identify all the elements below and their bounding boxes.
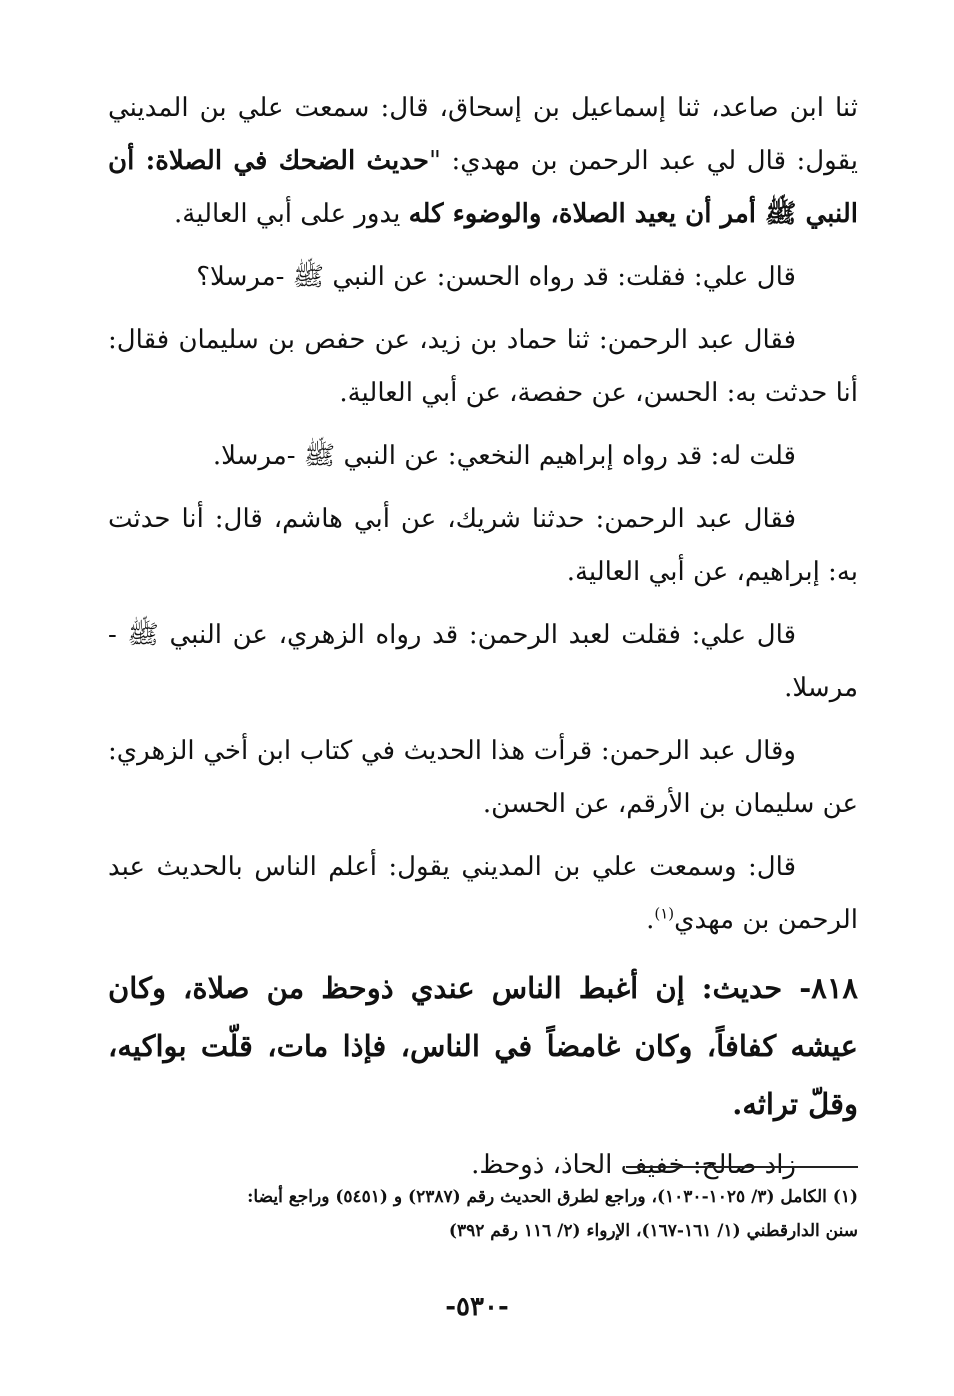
paragraph-3: فقال عبد الرحمن: ثنا حماد بن زيد، عن حفص بن سليمان فقال: أنا حدثت به: الحسن، عن حفصة، عن أبي العالية.: [108, 325, 858, 408]
hadith-818: ٨١٨- حديث: إن أغبط الناس عندي ذوحظ من صلاة، وكان عيشه كفافاً، وكان غامضاً في الناس، فإذا مات، قلّت بواكيه، وقلّ تراثه.: [108, 971, 858, 1121]
footnote-line-2: سنن الدارقطني (١/ ١٦١-١٦٧)، الإرواء (٢/ ١١٦ رقم ٣٩٢): [448, 1221, 858, 1241]
paragraph-6: قال علي: فقلت لعبد الرحمن: قد رواه الزهري، عن النبي ﷺ - مرسلا.: [108, 620, 858, 703]
quote-bold: حديث الضحك في الصلاة: أن النبي ﷺ أمر أن يعيد الصلاة، والوضوء كله: [108, 146, 858, 229]
paragraph-8: قال: وسمعت علي بن المديني يقول: أعلم الناس بالحديث عبد الرحمن بن مهدي$^{(١)}$.: [108, 852, 858, 935]
paragraph-1: ثنا ابن صاعد، ثنا إسماعيل بن إسحاق، قال: سمعت علي بن المديني يقول: قال لي عبد الرحمن بن مهدي: "حديث الضحك في الصلاة: أن النبي ﷺ أمر أن يعيد الصلاة، والوضوء كله يدور على أبي العالية.: [108, 93, 858, 229]
footnote-marker[interactable]: (١): [654, 904, 675, 923]
paragraph-7: وقال عبد الرحمن: قرأت هذا الحديث في كتاب ابن أخي الزهري: عن سليمان بن الأرقم، عن الحسن.: [108, 736, 858, 819]
paragraph-5: فقال عبد الرحمن: حدثنا شريك، عن أبي هاشم، قال: أنا حدثت به: إبراهيم، عن أبي العالية.: [108, 504, 858, 587]
main-text: [108, 82, 858, 1202]
footnote-divider: [626, 1166, 858, 1168]
footnotes: [108, 1180, 858, 1248]
hadith-note: زاد صالح: خفيف الحاذ، ذوحظ.: [471, 1150, 796, 1180]
footnote-line-1: (١) الكامل (٣/ ١٠٢٥-١٠٣٠)، وراجع لطرق الحديث رقم (٢٣٨٧) و (٥٤٥١) وراجع أيضا:: [247, 1187, 858, 1207]
paragraph-2: قال علي: فقلت: قد رواه الحسن: عن النبي ﷺ -مرسلا؟: [196, 262, 796, 292]
page-number: -٥٣٠-: [445, 1292, 509, 1322]
paragraph-4: قلت له: قد رواه إبراهيم النخعي: عن النبي ﷺ -مرسلا.: [212, 441, 796, 471]
